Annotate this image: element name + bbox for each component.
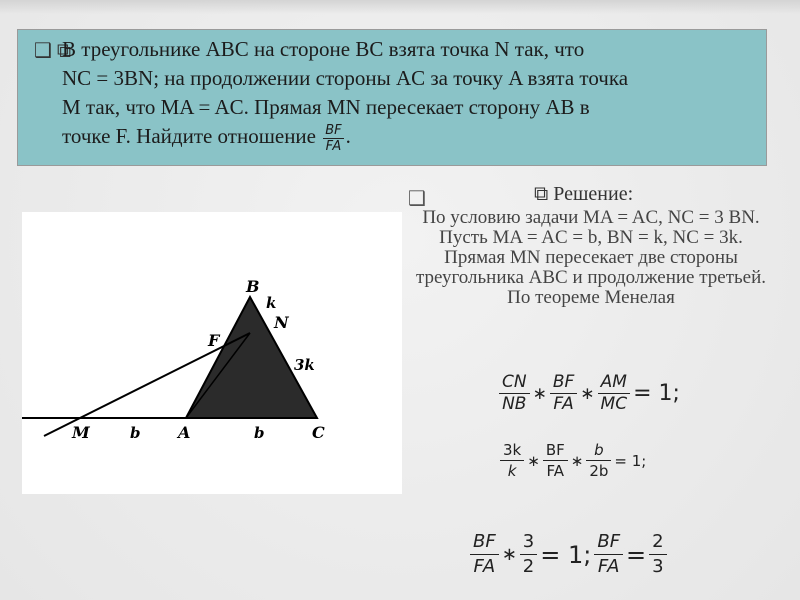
fraction-bf-fa <box>543 440 568 481</box>
equals-one: = 1; <box>540 540 592 569</box>
multiply-sign: ∗ <box>527 451 540 470</box>
fraction-cn-nb <box>499 372 530 415</box>
numerator: 3 <box>520 530 537 555</box>
task-line-2: NC = 3BN; на продолжении стороны AC за точку A взята точка <box>62 66 629 90</box>
numerator: b <box>586 440 611 461</box>
denominator: k <box>507 462 517 480</box>
geometry-figure <box>22 212 402 494</box>
multiply-sign: ∗ <box>501 544 517 565</box>
fraction-bf-fa-answer <box>594 530 623 579</box>
denominator: 2b <box>589 462 609 480</box>
task-line-1: В треугольнике ABC на стороне BC взята точка N так, что <box>62 37 585 61</box>
task-line-3: M так, что MA = AC. Прямая MN пересекает сторону AB в <box>62 95 590 119</box>
task-line-4 <box>62 122 762 154</box>
numerator: AM <box>598 372 631 394</box>
numerator: BF <box>594 530 623 555</box>
label-m: M <box>72 423 90 442</box>
label-b: B <box>246 277 260 296</box>
task-box <box>17 29 767 166</box>
numerator: BF <box>550 372 577 394</box>
label-b-ma: b <box>130 424 141 442</box>
menelaus-equation <box>499 372 683 415</box>
substituted-equation <box>500 440 649 481</box>
ratio-fraction <box>323 123 343 154</box>
denominator: FA <box>546 462 565 480</box>
label-k: k <box>266 294 277 312</box>
fraction-3-2 <box>520 530 537 579</box>
denominator: 3 <box>652 556 664 577</box>
equals-one: = 1; <box>633 381 680 406</box>
numerator: CN <box>499 372 530 394</box>
denominator: 2 <box>522 556 535 577</box>
denominator: NB <box>502 394 527 414</box>
bullet-icon: ❑ ⧉ <box>34 40 72 62</box>
label-f: F <box>208 331 220 350</box>
fraction-bf-fa <box>550 372 577 415</box>
numerator: BF <box>543 440 568 461</box>
numerator: 3k <box>500 440 524 461</box>
label-3k: 3k <box>294 356 315 374</box>
fraction-3k-k <box>500 440 524 481</box>
numerator: BF <box>470 530 499 555</box>
fraction-am-mc <box>598 372 631 415</box>
label-a: A <box>178 423 191 442</box>
denominator: FA <box>553 394 574 414</box>
solution-heading: ⧉ Решение: <box>534 183 634 205</box>
fraction-2-3 <box>649 530 666 579</box>
denominator: FA <box>597 556 620 577</box>
label-b-ac: b <box>254 424 265 442</box>
result-equation <box>470 530 667 579</box>
denominator: MC <box>600 394 628 414</box>
label-n: N <box>274 313 289 332</box>
denominator: FA <box>473 556 496 577</box>
multiply-sign: ∗ <box>570 451 584 470</box>
label-c: C <box>312 423 325 442</box>
numerator: 2 <box>649 530 666 555</box>
ratio-numerator: BF <box>325 122 342 138</box>
solution-text: По условию задачи MA = AC, NC = 3 BN. Пусть MA = AC = b, BN = k, NC = 3k. Прямая MN пересекает две стороны треугольника ABC и продолжение третьей. По теореме Менелая <box>415 207 767 308</box>
equals-sign: = <box>626 540 647 569</box>
ratio-denominator: FA <box>325 138 342 154</box>
multiply-sign: ∗ <box>532 383 547 404</box>
triangle-diagram <box>22 212 402 494</box>
slide-top-shadow <box>0 0 800 14</box>
multiply-sign: ∗ <box>580 383 595 404</box>
equals-one: = 1; <box>614 451 647 470</box>
fraction-bf-fa <box>470 530 499 579</box>
task-period: . <box>345 124 351 148</box>
fraction-b-2b <box>586 440 611 481</box>
task-statement <box>62 35 762 154</box>
task-line-4-text: точке F. Найдите отношение <box>62 124 316 148</box>
bullet-icon: ❑ <box>408 188 426 210</box>
